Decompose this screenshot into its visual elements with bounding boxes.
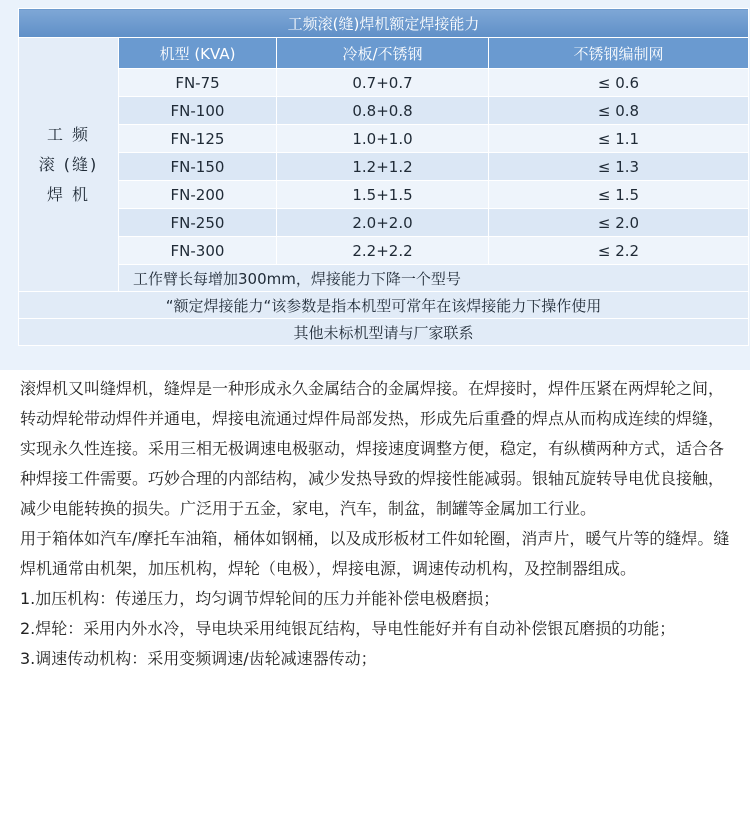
- side-label-line: 焊 机: [46, 184, 91, 204]
- spec-table-panel: [0, 0, 750, 370]
- note-row: [19, 319, 749, 346]
- table-row: [19, 125, 749, 153]
- cell-mesh: ≤ 2.2: [489, 237, 749, 265]
- cell-mesh: ≤ 1.5: [489, 181, 749, 209]
- contact-note: 其他未标机型请与厂家联系: [19, 319, 749, 346]
- cell-mesh: ≤ 1.1: [489, 125, 749, 153]
- header-model: 机型 (KVA): [119, 38, 277, 69]
- cell-model: FN-300: [119, 237, 277, 265]
- cell-mesh: ≤ 1.3: [489, 153, 749, 181]
- table-title: 工频滚(缝)焊机额定焊接能力: [19, 9, 749, 38]
- cell-cold-plate: 0.8+0.8: [277, 97, 489, 125]
- cell-cold-plate: 1.5+1.5: [277, 181, 489, 209]
- cell-mesh: ≤ 2.0: [489, 209, 749, 237]
- cell-mesh: ≤ 0.6: [489, 69, 749, 97]
- header-mesh: 不锈钢编制网: [489, 38, 749, 69]
- header-cold-plate: 冷板/不锈钢: [277, 38, 489, 69]
- description-text: [20, 374, 732, 674]
- cell-cold-plate: 0.7+0.7: [277, 69, 489, 97]
- side-label-line: 工 频: [46, 124, 91, 144]
- cell-mesh: ≤ 0.8: [489, 97, 749, 125]
- paragraph: 1.加压机构：传递压力，均匀调节焊轮间的压力并能补偿电极磨损；: [20, 589, 500, 608]
- paragraph: 2.焊轮：采用内外水冷，导电块采用纯银瓦结构，导电性能好并有自动补偿银瓦磨损的功能；: [20, 619, 676, 638]
- cell-cold-plate: 1.2+1.2: [277, 153, 489, 181]
- spec-table: [18, 8, 749, 346]
- table-row: [19, 209, 749, 237]
- arm-note: 工作臂长每增加300mm，焊接能力下降一个型号: [119, 265, 749, 292]
- cell-model: FN-150: [119, 153, 277, 181]
- paragraph: 用于箱体如汽车/摩托车油箱，桶体如钢桶，以及成形板材工件如轮圈，消声片，暖气片等的缝焊。缝焊机通常由机架，加压机构，焊轮（电极），焊接电源，调速传动机构，及控制器组成。: [20, 529, 730, 578]
- note-row: [19, 292, 749, 319]
- table-row: [19, 237, 749, 265]
- cell-model: FN-200: [119, 181, 277, 209]
- cell-model: FN-75: [119, 69, 277, 97]
- arm-note-row: [19, 265, 749, 292]
- cell-cold-plate: 1.0+1.0: [277, 125, 489, 153]
- cell-cold-plate: 2.2+2.2: [277, 237, 489, 265]
- side-label-line: 滚 (缝): [38, 154, 99, 174]
- table-row: [19, 69, 749, 97]
- cell-model: FN-125: [119, 125, 277, 153]
- paragraph: 3.调速传动机构：采用变频调速/齿轮减速器传动；: [20, 649, 377, 668]
- paragraph: 滚焊机又叫缝焊机，缝焊是一种形成永久金属结合的金属焊接。在焊接时，焊件压紧在两焊轮之间，转动焊轮带动焊件并通电，焊接电流通过焊件局部发热，形成先后重叠的焊点从而构成连续的焊缝，实现永久性连接。采用三相无极调速电极驱动，焊接速度调整方便，稳定，有纵横两种方式，适合各种焊接工件需要。巧妙合理的内部结构，减少发热导致的焊接性能减弱。银轴瓦旋转导电优良接触，减少电能转换的损失。广泛用于五金，家电，汽车，制盆，制罐等金属加工行业。: [20, 379, 725, 518]
- rated-capacity-note: “额定焊接能力“该参数是指本机型可常年在该焊接能力下操作使用: [19, 292, 749, 319]
- cell-model: FN-100: [119, 97, 277, 125]
- side-label: [19, 38, 119, 292]
- table-row: [19, 181, 749, 209]
- cell-model: FN-250: [119, 209, 277, 237]
- table-row: [19, 153, 749, 181]
- table-row: [19, 97, 749, 125]
- cell-cold-plate: 2.0+2.0: [277, 209, 489, 237]
